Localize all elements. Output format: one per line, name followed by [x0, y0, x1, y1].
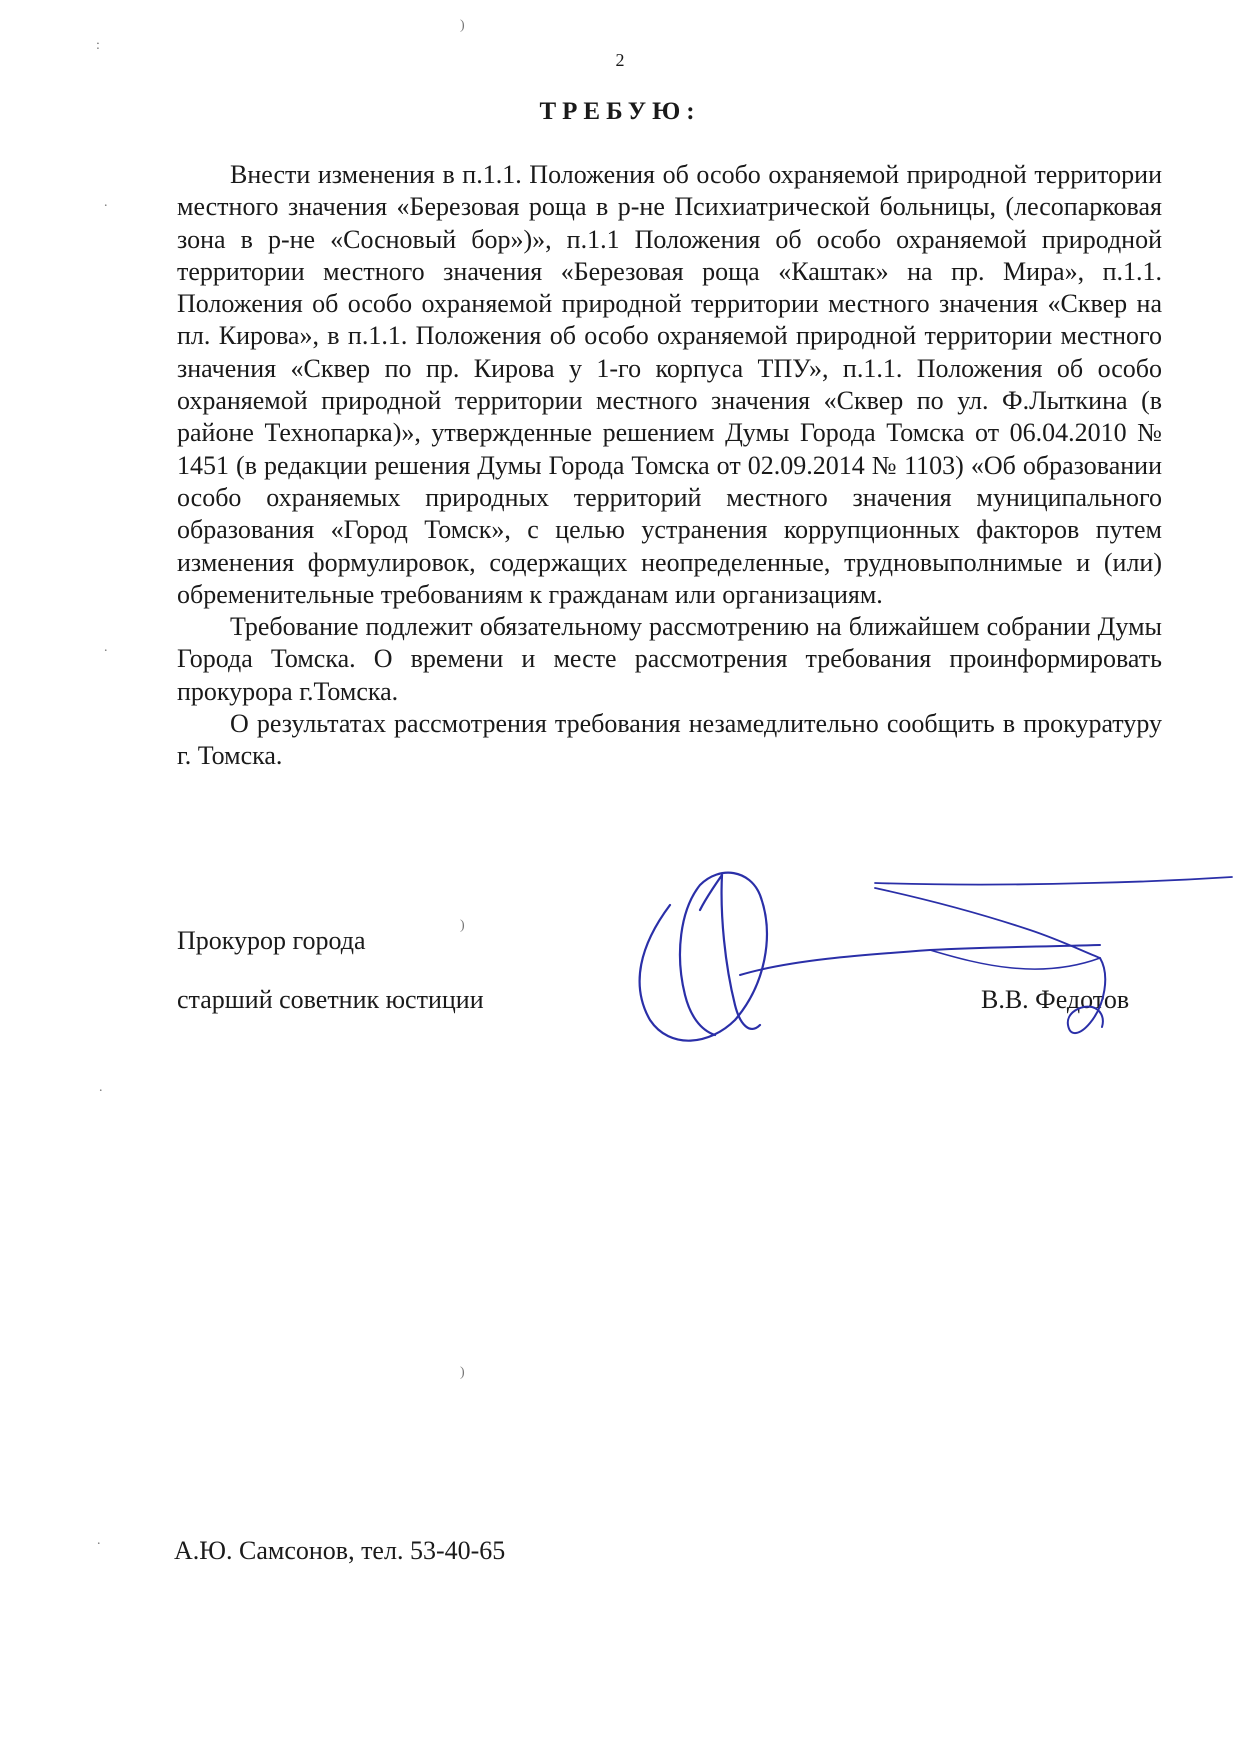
scan-speck: ): [460, 918, 465, 933]
scan-speck: :: [96, 38, 100, 53]
scan-speck: ): [460, 18, 465, 33]
scan-speck: .: [97, 1533, 101, 1548]
handwritten-signature: [600, 855, 1240, 1055]
document-heading: ТРЕБУЮ:: [539, 98, 701, 125]
document-body: [177, 159, 1162, 773]
scan-speck: .: [104, 195, 108, 210]
executor-contact: А.Ю. Самсонов, тел. 53-40-65: [174, 1536, 506, 1565]
paragraph-consideration: Требование подлежит обязательному рассмотрению на ближайшем собрании Думы Города Томска. О времени и месте рассмотрения требования проинформировать прокурора г.Томска.: [177, 612, 1162, 706]
scan-speck: ): [460, 1365, 465, 1380]
signer-name: В.В. Федотов: [981, 985, 1130, 1014]
paragraph-demand: Внести изменения в п.1.1. Положения об особо охраняемой природной территории местного значения «Березовая роща в р-не Психиатрической больницы, (лесопарковая зона в р-не «Сосновый бор»)», п.1.1 Положения об особо охраняемой природной территории местного значения «Березовая роща «Каштак» на пр. Мира», п.1.1. Положения об особо охраняемой природной территории местного значения «Сквер на пл. Кирова», в п.1.1. Положения об особо охраняемой природной территории местного значения «Сквер по пр. Кирова у 1-го корпуса ТПУ», п.1.1. Положения об особо охраняемой природной территории местного значения «Сквер по ул. Ф.Лыткина (в районе Технопарка)», утвержденные решением Думы Города Томска от 06.04.2010 № 1451 (в редакции решения Думы Города Томска от 02.09.2014 № 1103) «Об образовании особо охраняемых природных территорий местного значения муниципального образования «Город Томск», с целью устранения коррупционных факторов путем изменения формулировок, содержащих неопределенные, трудновыполнимые и (или) обременительные требованиям к гражданам или организациям.: [177, 160, 1162, 609]
scan-speck: .: [104, 640, 108, 655]
paragraph-results: О результатах рассмотрения требования незамедлительно сообщить в прокуратуру г. Томска.: [177, 709, 1162, 771]
signer-position-title: Прокурор города: [177, 926, 366, 955]
page-number: 2: [615, 50, 625, 70]
scan-speck: .: [99, 1080, 103, 1095]
signer-rank: старший советник юстиции: [177, 985, 484, 1014]
